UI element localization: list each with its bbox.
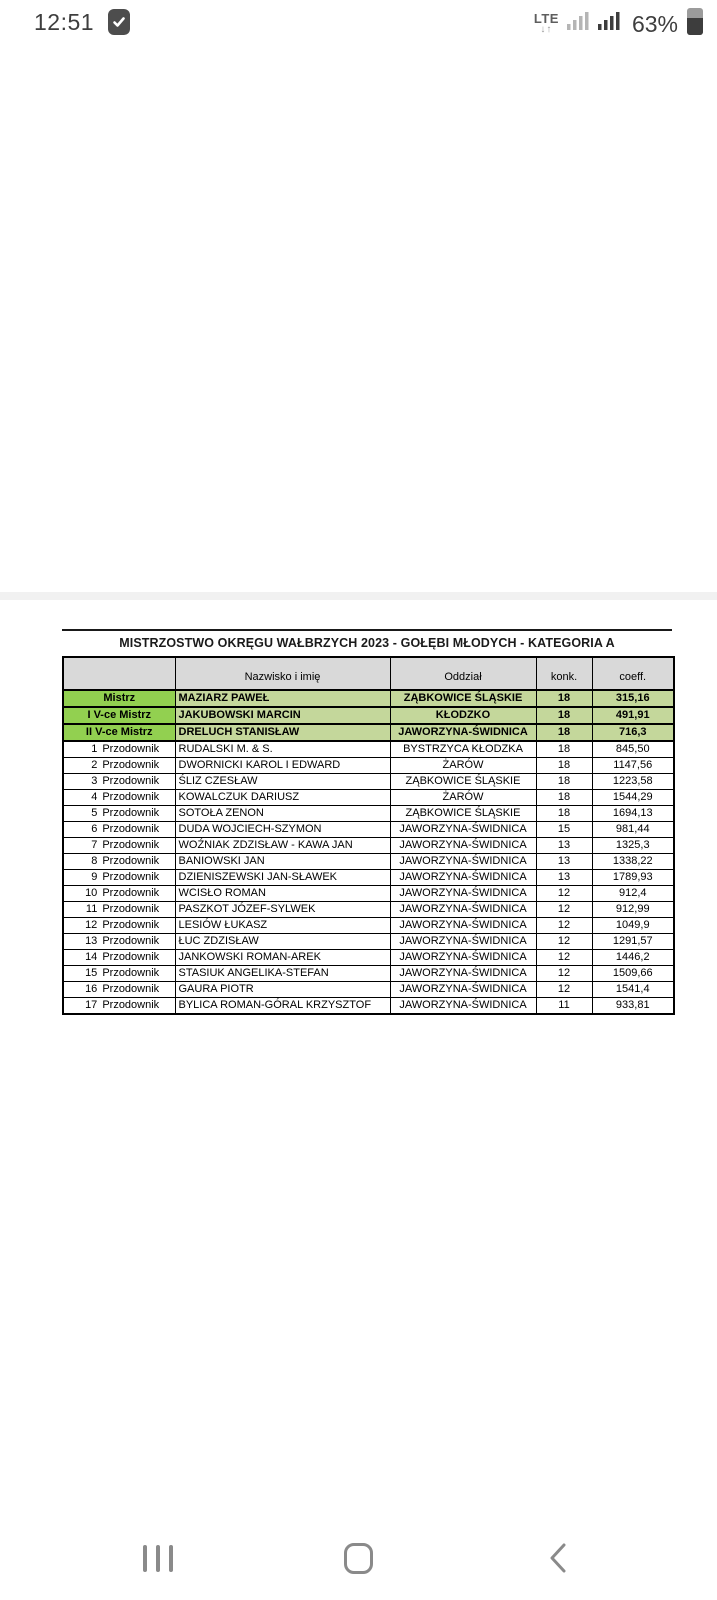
rank-number: 10: [85, 887, 98, 899]
konk-cell: 12: [536, 950, 592, 966]
rank-cell: [63, 758, 175, 774]
coeff-cell: 1544,29: [592, 790, 674, 806]
rank-cell: [63, 806, 175, 822]
status-bar: [0, 0, 717, 44]
results-table: [62, 656, 675, 1015]
name-cell: ŚLIZ CZESŁAW: [175, 774, 390, 790]
rank-number: 4: [91, 791, 98, 803]
title-rule: [62, 629, 672, 631]
rank-label: Przodownik: [102, 999, 160, 1011]
rank-number: 2: [91, 759, 98, 771]
coeff-cell: 981,44: [592, 822, 674, 838]
rank-number: 5: [91, 807, 98, 819]
rank-label: Przodownik: [102, 935, 160, 947]
back-button[interactable]: [532, 1532, 584, 1584]
table-row: [63, 918, 674, 934]
rank-label: II V-ce Mistrz: [85, 726, 153, 738]
rank-cell: [63, 854, 175, 870]
name-cell: GAURA PIOTR: [175, 982, 390, 998]
rank-number: 15: [85, 967, 98, 979]
rank-number: 12: [85, 919, 98, 931]
name-cell: JANKOWSKI ROMAN-AREK: [175, 950, 390, 966]
branch-cell: JAWORZYNA-ŚWIDNICA: [390, 918, 536, 934]
rank-label: Przodownik: [102, 855, 160, 867]
branch-cell: JAWORZYNA-ŚWIDNICA: [390, 838, 536, 854]
konk-cell: 12: [536, 982, 592, 998]
konk-cell: 18: [536, 707, 592, 724]
rank-cell: [63, 822, 175, 838]
table-row: [63, 690, 674, 707]
coeff-cell: 1694,13: [592, 806, 674, 822]
rank-cell: [63, 724, 175, 741]
name-cell: WCISŁO ROMAN: [175, 886, 390, 902]
konk-cell: 18: [536, 774, 592, 790]
rank-cell: [63, 950, 175, 966]
table-row: [63, 724, 674, 741]
rank-label: Przodownik: [102, 807, 160, 819]
coeff-cell: 1509,66: [592, 966, 674, 982]
rank-number: 1: [91, 743, 98, 755]
konk-cell: 12: [536, 918, 592, 934]
branch-cell: ZĄBKOWICE ŚLĄSKIE: [390, 774, 536, 790]
table-row: [63, 886, 674, 902]
rank-label: Przodownik: [102, 839, 160, 851]
name-cell: WOŹNIAK ZDZISŁAW - KAWA JAN: [175, 838, 390, 854]
rank-label: Przodownik: [102, 903, 160, 915]
rank-cell: [63, 741, 175, 758]
table-row: [63, 902, 674, 918]
rank-number: 9: [91, 871, 98, 883]
table-row: [63, 854, 674, 870]
branch-cell: JAWORZYNA-ŚWIDNICA: [390, 966, 536, 982]
rank-label: Mistrz: [103, 692, 136, 704]
rank-number: 6: [91, 823, 98, 835]
rank-cell: [63, 982, 175, 998]
rank-label: Przodownik: [102, 759, 160, 771]
branch-cell: JAWORZYNA-ŚWIDNICA: [390, 998, 536, 1015]
rank-cell: [63, 870, 175, 886]
rank-number: 13: [85, 935, 98, 947]
table-row: [63, 934, 674, 950]
header-branch: Oddział: [390, 657, 536, 690]
coeff-cell: 933,81: [592, 998, 674, 1015]
table-header-row: [63, 657, 674, 690]
name-cell: RUDALSKI M. & S.: [175, 741, 390, 758]
konk-cell: 18: [536, 724, 592, 741]
branch-cell: JAWORZYNA-ŚWIDNICA: [390, 982, 536, 998]
name-cell: PASZKOT JÓZEF-SYLWEK: [175, 902, 390, 918]
rank-cell: [63, 838, 175, 854]
table-row: [63, 707, 674, 724]
name-cell: STASIUK ANGELIKA-STEFAN: [175, 966, 390, 982]
konk-cell: 18: [536, 741, 592, 758]
branch-cell: JAWORZYNA-ŚWIDNICA: [390, 854, 536, 870]
signal-bars-icon: [597, 9, 621, 36]
coeff-cell: 1541,4: [592, 982, 674, 998]
rank-number: 3: [91, 775, 98, 787]
rank-cell: [63, 998, 175, 1015]
rank-number: 7: [91, 839, 98, 851]
name-cell: DZIENISZEWSKI JAN-SŁAWEK: [175, 870, 390, 886]
rank-label: Przodownik: [102, 919, 160, 931]
rank-number: 11: [85, 903, 98, 915]
recents-button[interactable]: [132, 1532, 184, 1584]
konk-cell: 12: [536, 902, 592, 918]
branch-cell: JAWORZYNA-ŚWIDNICA: [390, 886, 536, 902]
branch-cell: JAWORZYNA-ŚWIDNICA: [390, 822, 536, 838]
rank-label: Przodownik: [102, 823, 160, 835]
konk-cell: 18: [536, 690, 592, 707]
table-row: [63, 982, 674, 998]
table-row: [63, 790, 674, 806]
name-cell: DWORNICKI KAROL I EDWARD: [175, 758, 390, 774]
rank-label: Przodownik: [102, 887, 160, 899]
rank-cell: [63, 934, 175, 950]
coeff-cell: 1291,57: [592, 934, 674, 950]
konk-cell: 12: [536, 966, 592, 982]
konk-cell: 13: [536, 838, 592, 854]
rank-number: 8: [91, 855, 98, 867]
header-rank: [63, 657, 175, 690]
branch-cell: ZĄBKOWICE ŚLĄSKIE: [390, 690, 536, 707]
rank-label: Przodownik: [102, 743, 160, 755]
rank-cell: [63, 886, 175, 902]
table-row: [63, 806, 674, 822]
rank-cell: [63, 774, 175, 790]
branch-cell: BYSTRZYCA KŁODZKA: [390, 741, 536, 758]
page-title: MISTRZOSTWO OKRĘGU WAŁBRZYCH 2023 - GOŁĘBI MŁODYCH - KATEGORIA A: [119, 636, 615, 650]
name-cell: KOWALCZUK DARIUSZ: [175, 790, 390, 806]
battery-percent: 63%: [631, 11, 678, 37]
coeff-cell: 1789,93: [592, 870, 674, 886]
lte-indicator: LTE ↓↑: [533, 11, 559, 35]
rank-cell: [63, 966, 175, 982]
results-table-body: [63, 690, 674, 1014]
coeff-cell: 912,99: [592, 902, 674, 918]
name-cell: SOTOŁA ZENON: [175, 806, 390, 822]
status-time: 12:51: [34, 8, 95, 35]
nav-bar: [0, 1510, 717, 1600]
lte-arrows-icon: ↓↑: [540, 24, 553, 35]
table-row: [63, 966, 674, 982]
konk-cell: 12: [536, 934, 592, 950]
rank-label: Przodownik: [102, 791, 160, 803]
checkbox-icon: [108, 9, 130, 35]
coeff-cell: 845,50: [592, 741, 674, 758]
coeff-cell: 1147,56: [592, 758, 674, 774]
table-row: [63, 741, 674, 758]
back-icon: [549, 1542, 567, 1574]
branch-cell: ZĄBKOWICE ŚLĄSKIE: [390, 806, 536, 822]
table-row: [63, 950, 674, 966]
header-coeff: coeff.: [592, 657, 674, 690]
table-row: [63, 838, 674, 854]
branch-cell: JAWORZYNA-ŚWIDNICA: [390, 902, 536, 918]
konk-cell: 15: [536, 822, 592, 838]
table-row: [63, 774, 674, 790]
konk-cell: 11: [536, 998, 592, 1015]
rank-label: Przodownik: [102, 951, 160, 963]
page-separator: [0, 592, 717, 600]
recents-icon: [143, 1545, 173, 1572]
rank-cell: [63, 902, 175, 918]
rank-label: Przodownik: [102, 871, 160, 883]
table-row: [63, 758, 674, 774]
coeff-cell: 1223,58: [592, 774, 674, 790]
rank-number: 14: [85, 951, 98, 963]
table-row: [63, 870, 674, 886]
home-icon: [344, 1543, 373, 1574]
coeff-cell: 491,91: [592, 707, 674, 724]
name-cell: ŁUC ZDZISŁAW: [175, 934, 390, 950]
rank-cell: [63, 790, 175, 806]
rank-label: Przodownik: [102, 983, 160, 995]
signal-bars-weak-icon: [566, 9, 590, 36]
branch-cell: ŻARÓW: [390, 758, 536, 774]
konk-cell: 18: [536, 790, 592, 806]
branch-cell: JAWORZYNA-ŚWIDNICA: [390, 724, 536, 741]
konk-cell: 13: [536, 870, 592, 886]
branch-cell: KŁODZKO: [390, 707, 536, 724]
rank-cell: [63, 690, 175, 707]
coeff-cell: 1325,3: [592, 838, 674, 854]
coeff-cell: 315,16: [592, 690, 674, 707]
coeff-cell: 1338,22: [592, 854, 674, 870]
konk-cell: 13: [536, 854, 592, 870]
rank-cell: [63, 707, 175, 724]
rank-number: 16: [85, 983, 98, 995]
name-cell: JAKUBOWSKI MARCIN: [175, 707, 390, 724]
rank-number: 17: [85, 999, 98, 1011]
branch-cell: ŻARÓW: [390, 790, 536, 806]
battery-icon: [687, 8, 703, 35]
konk-cell: 18: [536, 806, 592, 822]
header-name: Nazwisko i imię: [175, 657, 390, 690]
name-cell: LESIÓW ŁUKASZ: [175, 918, 390, 934]
coeff-cell: 716,3: [592, 724, 674, 741]
coeff-cell: 1446,2: [592, 950, 674, 966]
branch-cell: JAWORZYNA-ŚWIDNICA: [390, 934, 536, 950]
table-row: [63, 998, 674, 1015]
table-row: [63, 822, 674, 838]
name-cell: DUDA WOJCIECH-SZYMON: [175, 822, 390, 838]
rank-label: Przodownik: [102, 967, 160, 979]
konk-cell: 12: [536, 886, 592, 902]
konk-cell: 18: [536, 758, 592, 774]
rank-cell: [63, 918, 175, 934]
name-cell: MAZIARZ PAWEŁ: [175, 690, 390, 707]
name-cell: BANIOWSKI JAN: [175, 854, 390, 870]
rank-label: I V-ce Mistrz: [87, 709, 152, 721]
rank-label: Przodownik: [102, 775, 160, 787]
document-page[interactable]: [0, 600, 717, 1460]
home-button[interactable]: [332, 1532, 384, 1584]
name-cell: DRELUCH STANISŁAW: [175, 724, 390, 741]
branch-cell: JAWORZYNA-ŚWIDNICA: [390, 950, 536, 966]
coeff-cell: 1049,9: [592, 918, 674, 934]
branch-cell: JAWORZYNA-ŚWIDNICA: [390, 870, 536, 886]
name-cell: BYLICA ROMAN-GÓRAL KRZYSZTOF: [175, 998, 390, 1015]
coeff-cell: 912,4: [592, 886, 674, 902]
header-konk: konk.: [536, 657, 592, 690]
